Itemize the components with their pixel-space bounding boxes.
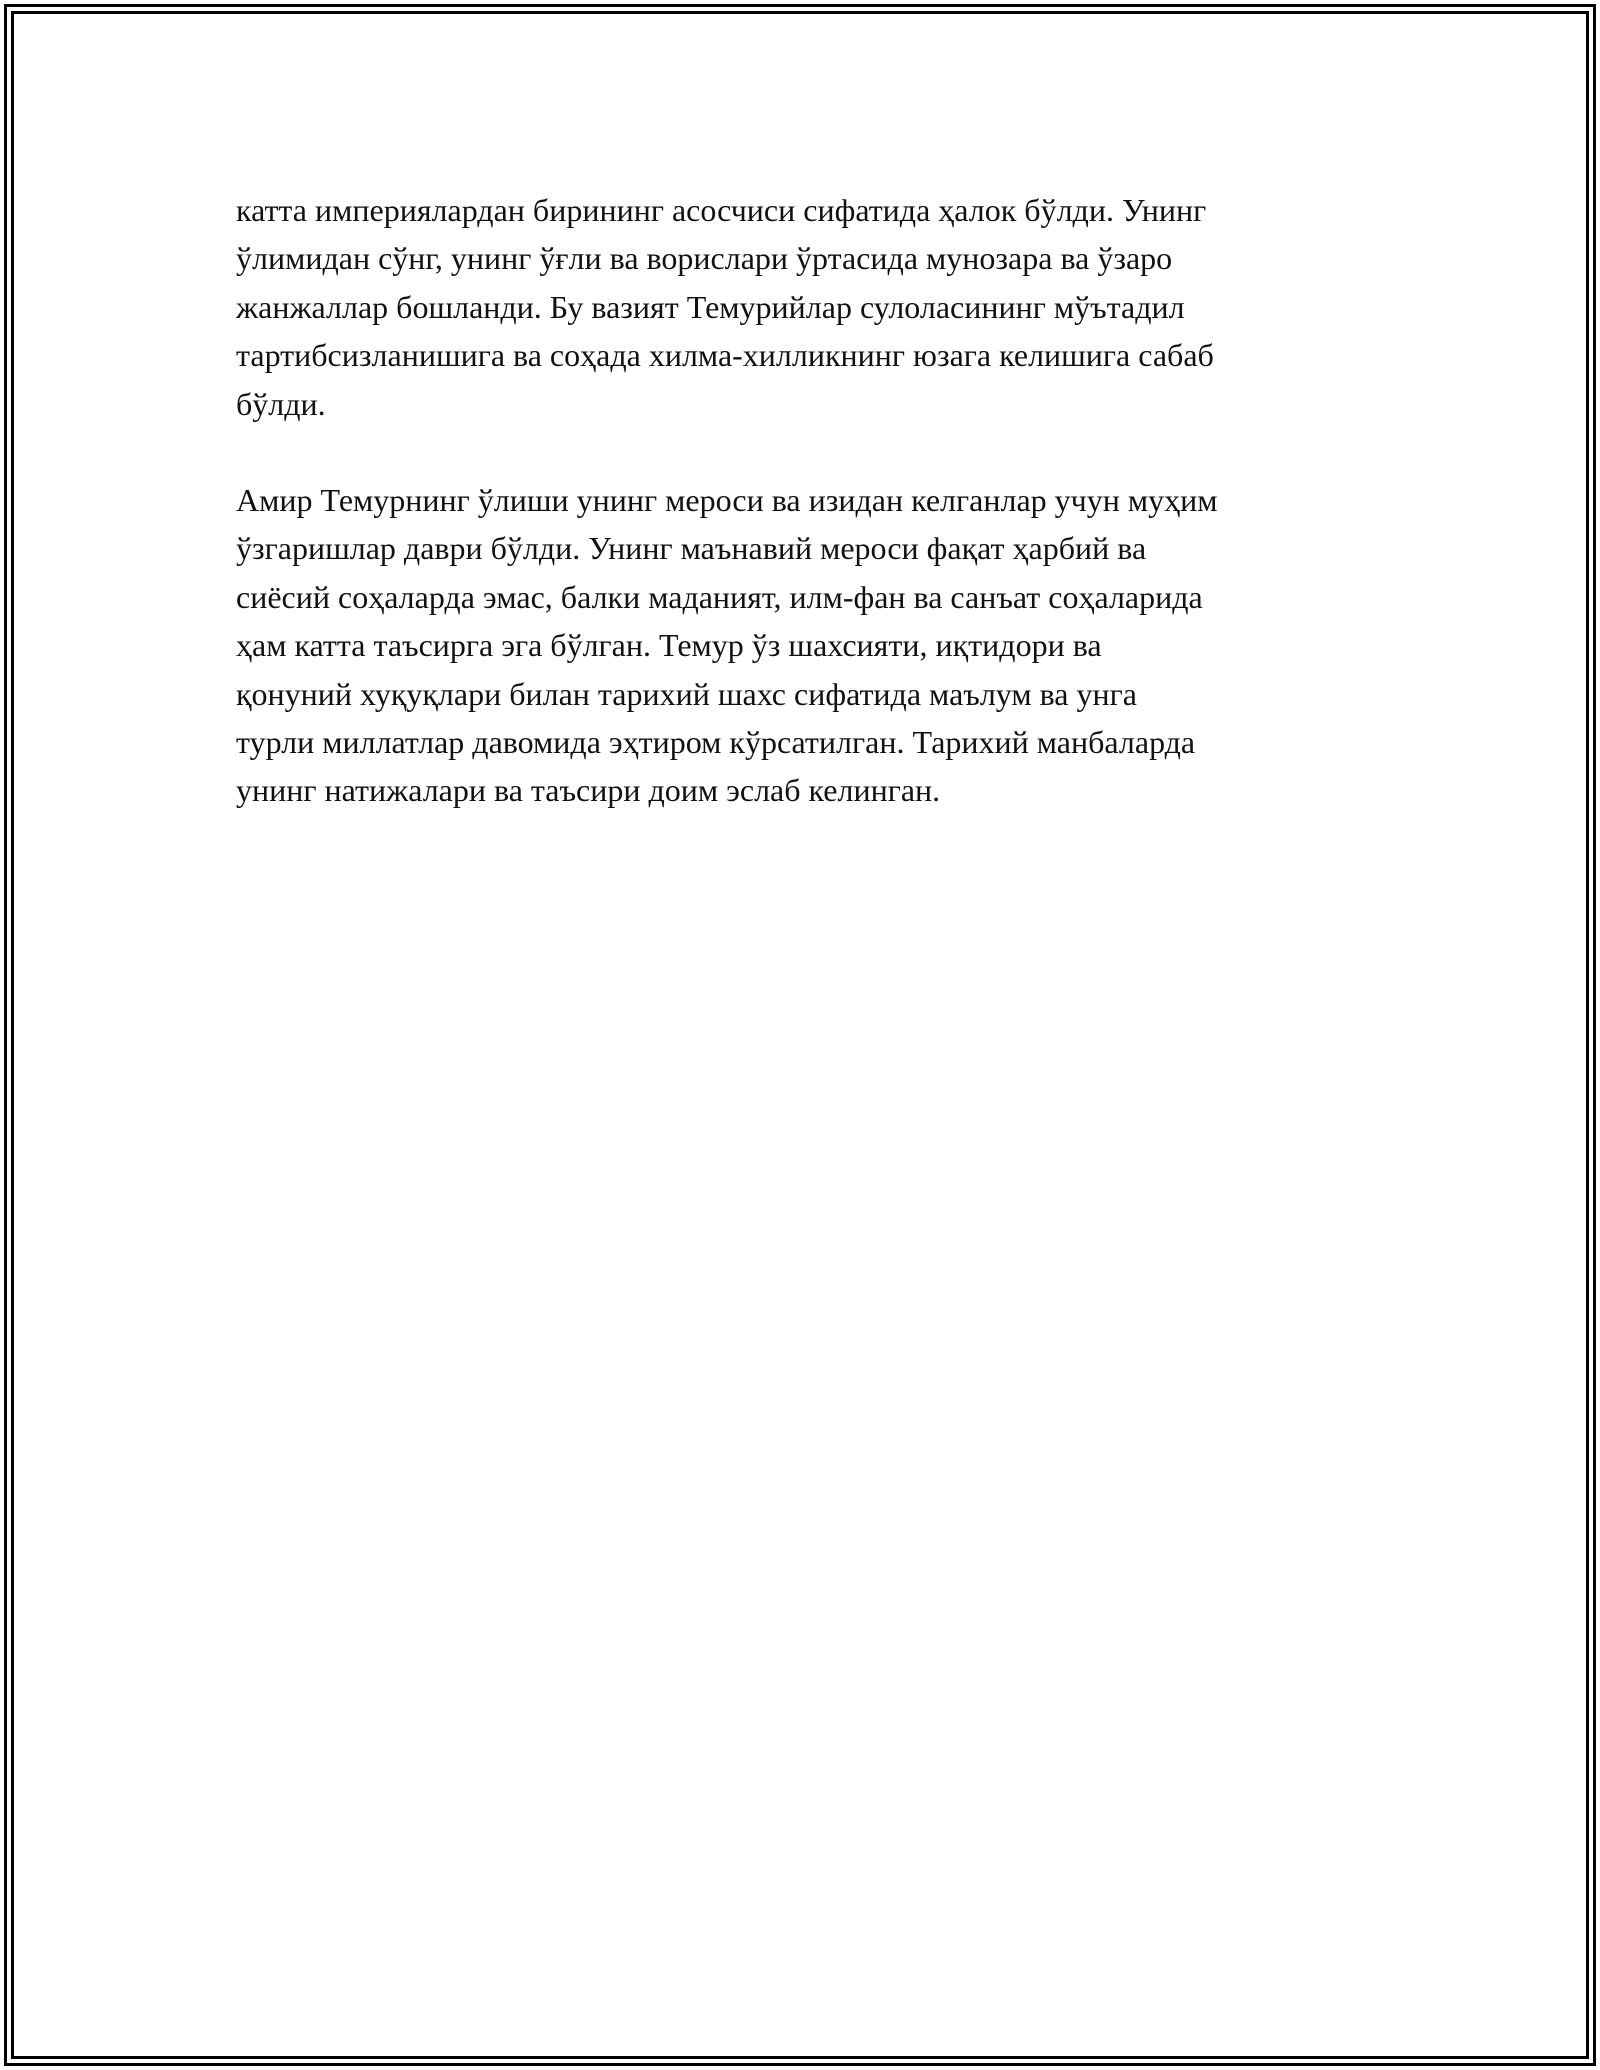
paragraph-line: жанжаллар бошланди. Бу вазият Темурийлар сулоласининг мўътадил (236, 288, 1185, 325)
paragraph-line: сиёсий соҳаларда эмас, балки маданият, илм-фан ва санъат соҳаларида (236, 578, 1203, 615)
paragraph-line: турли миллатлар давомида эҳтиром кўрсатилган. Тарихий манбаларда (236, 724, 1196, 761)
paragraph-line: қонуний хуқуқлари билан тарихий шахс сифатида маълум ва унга (236, 675, 1137, 712)
paragraph-1 (236, 186, 1366, 428)
paragraph-line: Амир Темурнинг ўлиши унинг мероси ва изидан келганлар учун муҳим (236, 482, 1218, 519)
paragraph-line: ўзгаришлар даври бўлди. Унинг маънавий мероси фақат ҳарбий ва (236, 530, 1147, 567)
paragraph-2 (236, 476, 1366, 815)
paragraph-line: ҳам катта таъсирга эга бўлган. Темур ўз шахсияти, иқтидори ва (236, 627, 1102, 664)
paragraph-line: тартибсизланишига ва соҳада хилма-хилликнинг юзага келишига сабаб (236, 337, 1214, 374)
paragraph-line: катта империялардан бирининг асосчиси сифатида ҳалок бўлди. Унинг (236, 192, 1207, 228)
paragraph-line: унинг натижалари ва таъсири доим эслаб келинган. (236, 772, 941, 809)
paragraph-line: ўлимидан сўнг, унинг ўғли ва ворислари ўртасида мунозара ва ўзаро (236, 240, 1173, 277)
paragraph-line: бўлди. (236, 385, 326, 422)
document-body (236, 186, 1366, 863)
